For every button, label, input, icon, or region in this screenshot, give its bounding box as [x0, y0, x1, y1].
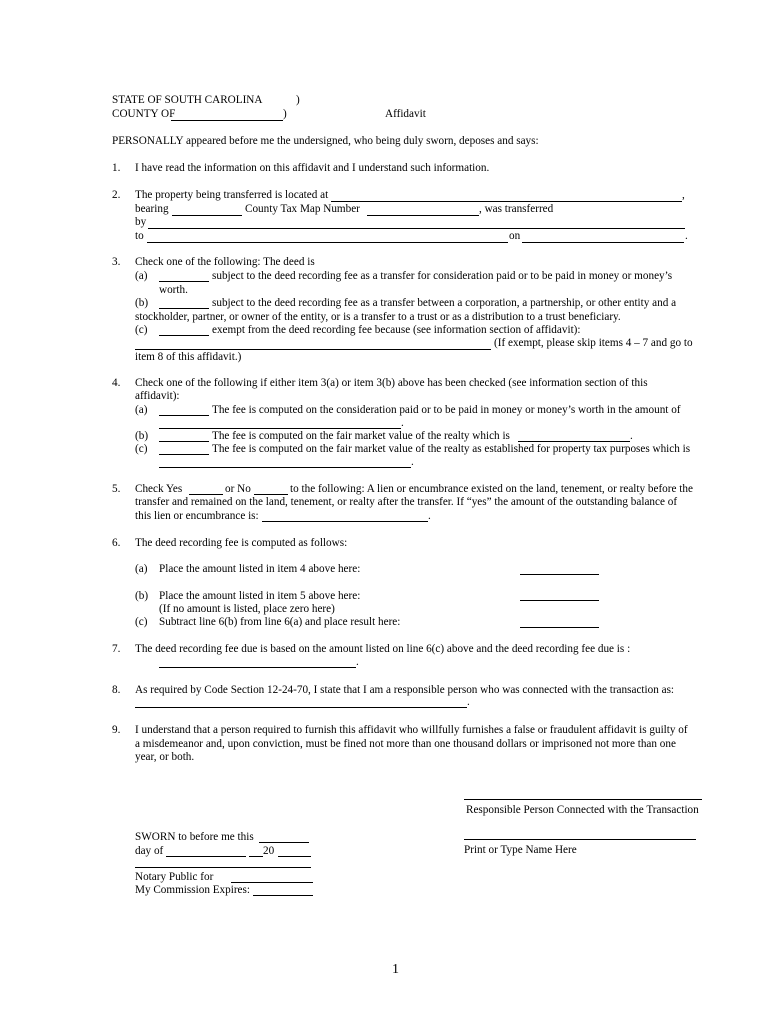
- print-name-line[interactable]: [464, 839, 696, 840]
- item-5-check-yes: Check Yes: [135, 483, 183, 495]
- line-6b-blank[interactable]: [520, 600, 599, 601]
- item-8-number: 8.: [112, 684, 121, 696]
- line-6c-blank[interactable]: [520, 627, 599, 628]
- item-3b-cont: stockholder, partner, or owner of the entity, or is a transfer to a trust or as a distribution to a trust beneficiary.: [135, 311, 621, 323]
- item-5-number: 5.: [112, 483, 121, 495]
- item-3b-text: subject to the deed recording fee as a transfer between a corporation, a partnership, or other entity and a: [212, 297, 677, 309]
- sworn-month-blank[interactable]: [166, 856, 246, 857]
- item-6a-label: (a): [135, 563, 148, 575]
- item-6c-label: (c): [135, 616, 148, 628]
- consideration-amount-blank[interactable]: [159, 428, 401, 429]
- line-6a-blank[interactable]: [520, 574, 599, 575]
- item-5-text: to the following: A lien or encumbrance existed on the land, tenement, or realty before the: [290, 483, 693, 495]
- sworn-year-blank[interactable]: [278, 856, 311, 857]
- item-3c-text: exempt from the deed recording fee because (see information section of affidavit):: [212, 324, 581, 336]
- notary-signature-line[interactable]: [135, 867, 311, 868]
- sworn-label: SWORN to before me this: [135, 831, 254, 843]
- item-4b-period: .: [630, 430, 633, 442]
- item-5-yes-blank[interactable]: [189, 494, 223, 495]
- item-5-no-blank[interactable]: [254, 494, 288, 495]
- responsible-person-label: Responsible Person Connected with the Transaction: [466, 804, 699, 816]
- transferred-to-blank[interactable]: [147, 242, 508, 243]
- item-5-or-no: or No: [225, 483, 251, 495]
- notary-public-label: Notary Public for: [135, 871, 214, 883]
- item-4b-blank[interactable]: [159, 441, 209, 442]
- state-label: STATE OF SOUTH CAROLINA: [112, 94, 263, 106]
- intro-text: PERSONALLY appeared before me the undersigned, who being duly sworn, deposes and says:: [112, 135, 539, 147]
- sworn-day-blank[interactable]: [259, 842, 309, 843]
- twenty-label: 20: [263, 845, 275, 857]
- commission-label: My Commission Expires:: [135, 884, 250, 896]
- item-4c-period: .: [411, 456, 414, 468]
- item-3c-exempt-note: (If exempt, please skip items 4 – 7 and go to: [494, 337, 693, 349]
- item-6a-text: Place the amount listed in item 4 above here:: [159, 563, 361, 575]
- item-2-county-tax: County Tax Map Number: [245, 203, 360, 215]
- county-paren: ): [283, 108, 287, 120]
- page-number: 1: [392, 962, 399, 977]
- county-blank[interactable]: [171, 120, 283, 121]
- item-7-number: 7.: [112, 643, 121, 655]
- item-1-number: 1.: [112, 162, 121, 174]
- item-4-lead: Check one of the following if either item 3(a) or item 3(b) above has been checked (see information section of this: [135, 377, 648, 389]
- item-7-period: .: [356, 656, 359, 668]
- recording-fee-due-blank[interactable]: [159, 667, 356, 668]
- item-8-text: As required by Code Section 12-24-70, I state that I am a responsible person who was connected with the transaction as:: [135, 684, 675, 696]
- bearing-blank[interactable]: [172, 215, 242, 216]
- item-6-lead: The deed recording fee is computed as follows:: [135, 537, 348, 549]
- item-2-line1: The property being transferred is located at: [135, 189, 329, 201]
- item-6b-text: Place the amount listed in item 5 above here:: [159, 590, 361, 602]
- lien-balance-blank[interactable]: [262, 521, 428, 522]
- item-2-to: to: [135, 230, 144, 242]
- item-2-by: by: [135, 216, 147, 228]
- item-4b-label: (b): [135, 430, 149, 442]
- property-tax-value-blank[interactable]: [159, 467, 411, 468]
- item-2-number: 2.: [112, 189, 121, 201]
- item-2-period: .: [685, 230, 688, 242]
- document-title: Affidavit: [385, 108, 426, 120]
- item-2-was-transferred: , was transferred: [479, 203, 554, 215]
- item-5-period: .: [428, 510, 431, 522]
- item-3a-label: (a): [135, 270, 148, 282]
- item-8-period: .: [467, 696, 470, 708]
- item-9-line2: a misdemeanor and, upon conviction, must be fined not more than one thousand dollars or imprisoned not more than one: [135, 738, 676, 750]
- item-3b-blank[interactable]: [159, 308, 209, 309]
- item-4c-text: The fee is computed on the fair market value of the realty as established for property tax purposes which is: [212, 443, 691, 455]
- notary-state-blank[interactable]: [231, 882, 313, 883]
- state-paren: ): [296, 94, 300, 106]
- item-7-text: The deed recording fee due is based on the amount listed on line 6(c) above and the deed recording fee due is :: [135, 643, 631, 655]
- item-2-comma: ,: [682, 189, 685, 201]
- item-2-bearing: bearing: [135, 203, 169, 215]
- item-5-line2: transfer and remained on the land, tenement, or realty after the transfer. If “yes” the amount of the outstanding balance of: [135, 496, 678, 508]
- item-9-number: 9.: [112, 724, 121, 736]
- item-3c-blank[interactable]: [159, 335, 209, 336]
- tax-map-number-blank[interactable]: [367, 215, 479, 216]
- item-3c-cont: item 8 of this affidavit.): [135, 351, 242, 363]
- property-location-blank[interactable]: [331, 201, 682, 202]
- responsible-signature-line[interactable]: [464, 799, 702, 800]
- item-3c-label: (c): [135, 324, 148, 336]
- item-3a-text: subject to the deed recording fee as a transfer for consideration paid or to be paid in money or money’s: [212, 270, 673, 282]
- item-6b-label: (b): [135, 590, 149, 602]
- item-3a-cont: worth.: [159, 284, 188, 296]
- item-4-number: 4.: [112, 377, 121, 389]
- exemption-reason-blank[interactable]: [135, 349, 491, 350]
- item-4a-period: .: [401, 417, 404, 429]
- item-4-lead-cont: affidavit):: [135, 390, 180, 402]
- transferred-by-blank[interactable]: [148, 228, 685, 229]
- item-9-line1: I understand that a person required to furnish this affidavit who willfully furnishes a false or fraudulent affidavit is guilty of: [135, 724, 688, 736]
- item-9-line3: year, or both.: [135, 751, 195, 763]
- item-4c-blank[interactable]: [159, 454, 209, 455]
- county-label: COUNTY OF: [112, 108, 176, 120]
- item-2-on: on: [509, 230, 521, 242]
- item-6-number: 6.: [112, 537, 121, 549]
- item-4a-blank[interactable]: [159, 415, 209, 416]
- day-of-label: day of: [135, 845, 164, 857]
- sworn-year-prefix-blank[interactable]: [249, 856, 263, 857]
- item-1-text: I have read the information on this affidavit and I understand such information.: [135, 162, 490, 174]
- item-4c-label: (c): [135, 443, 148, 455]
- connection-blank[interactable]: [135, 707, 467, 708]
- fair-market-value-blank[interactable]: [518, 441, 630, 442]
- item-6c-text: Subtract line 6(b) from line 6(a) and place result here:: [159, 616, 401, 628]
- item-3-lead: Check one of the following: The deed is: [135, 256, 315, 268]
- item-3-number: 3.: [112, 256, 121, 268]
- commission-expires-blank[interactable]: [253, 895, 313, 896]
- item-3a-blank[interactable]: [159, 281, 209, 282]
- item-5-line3: this lien or encumbrance is:: [135, 510, 259, 522]
- item-3b-label: (b): [135, 297, 149, 309]
- item-4a-text: The fee is computed on the consideration paid or to be paid in money or money’s worth in the amount of: [212, 404, 681, 416]
- print-name-label: Print or Type Name Here: [464, 844, 577, 856]
- item-4a-label: (a): [135, 404, 148, 416]
- item-4b-text: The fee is computed on the fair market value of the realty which is: [212, 430, 510, 442]
- transfer-date-blank[interactable]: [522, 242, 684, 243]
- item-6b-note: (If no amount is listed, place zero here): [159, 603, 335, 615]
